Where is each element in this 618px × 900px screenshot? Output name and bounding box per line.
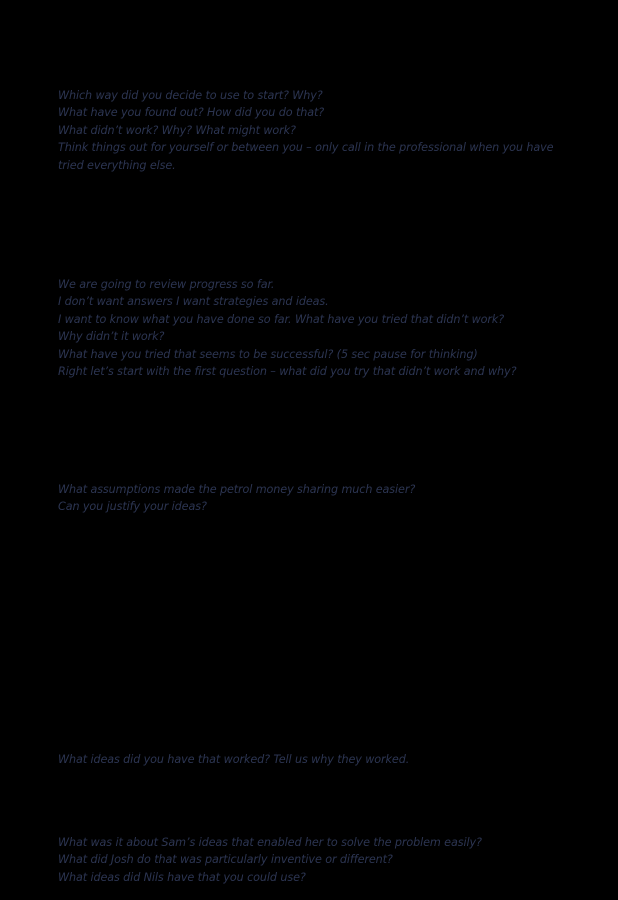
text-line: What didn’t work? Why? What might work? — [58, 123, 296, 137]
text-line: I want to know what you have done so far. What have you tried that didn’t work? — [58, 312, 505, 326]
text-line: Can you justify your ideas? — [58, 500, 207, 514]
text-line: What assumptions made the petrol money sharing much easier? — [58, 483, 416, 496]
prompt-block-assumptions — [58, 481, 598, 516]
text-line: What was it about Sam’s ideas that enabled her to solve the problem easily? — [58, 836, 482, 849]
text-line: tried everything else. — [58, 158, 176, 172]
text-line: Right let’s start with the first question – what did you try that didn’t work and why? — [58, 365, 517, 379]
prompt-block-review — [58, 276, 598, 380]
text-line: What have you tried that seems to be successful? (5 sec pause for thinking) — [58, 347, 478, 361]
text-line: Which way did you decide to use to start? Why? — [58, 89, 323, 102]
text-line: What ideas did Nils have that you could use? — [58, 870, 306, 884]
text-line: I don’t want answers I want strategies and ideas. — [58, 295, 329, 309]
text-line: What did Josh do that was particularly inventive or different? — [58, 853, 393, 867]
prompt-block-ideas — [58, 751, 598, 768]
text-line: We are going to review progress so far. — [58, 278, 275, 291]
prompt-block-peers — [58, 834, 598, 886]
text-line: What have you found out? How did you do that? — [58, 106, 325, 120]
text-line: Think things out for yourself or between you – only call in the professional when you have — [58, 141, 554, 155]
text-line: What ideas did you have that worked? Tell us why they worked. — [58, 753, 410, 766]
text-line: Why didn’t it work? — [58, 330, 165, 344]
prompt-block-start — [58, 87, 598, 174]
